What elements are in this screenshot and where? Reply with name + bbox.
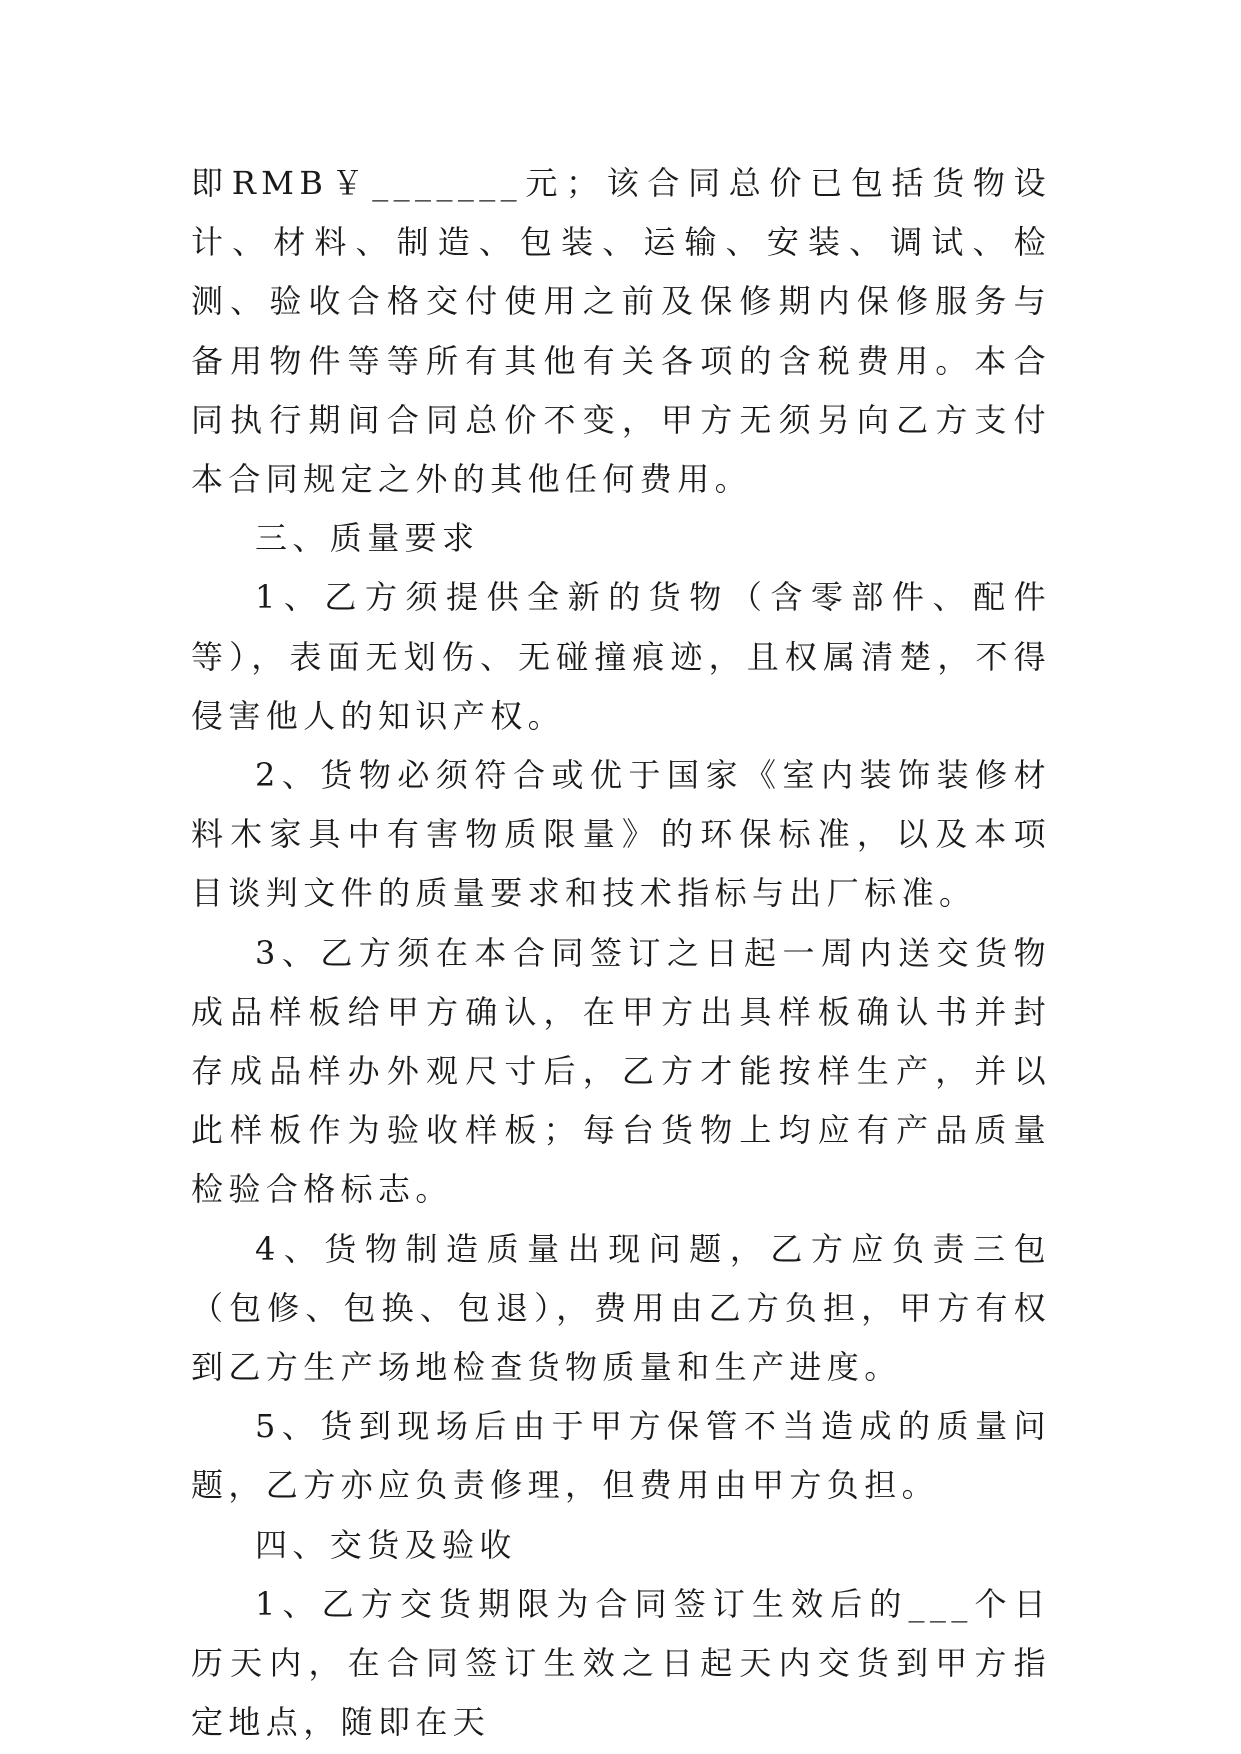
paragraph-quality-5: 5、货到现场后由于甲方保管不当造成的质量问题，乙方亦应负责修理，但费用由甲方负担。 xyxy=(191,1407,1051,1505)
paragraph-quality-3: 3、乙方须在本合同签订之日起一周内送交货物成品样板给甲方确认，在甲方出具样板确认书并封存成品样办外观尺寸后，乙方才能按样生产，并以此样板作为验收样板；每台货物上均应有产品质量检验合格标志。 xyxy=(191,933,1051,1209)
paragraph-quality-2: 2、货物必须符合或优于国家《室内装饰装修材料木家具中有害物质限量》的环保标准，以及本项目谈判文件的质量要求和技术指标与出厂标准。 xyxy=(191,756,1051,913)
paragraph-price-terms: 即RMB￥_______元；该合同总价已包括货物设计、材料、制造、包装、运输、安装、调试、检测、验收合格交付使用之前及保修期内保修服务与备用物件等等所有其他有关各项的含税费用。本合同执行期间合同总价不变，甲方无须另向乙方支付本合同规定之外的其他任何费用。 xyxy=(191,164,1051,499)
paragraph-quality-1: 1、乙方须提供全新的货物（含零部件、配件等），表面无划伤、无碰撞痕迹，且权属清楚，不得侵害他人的知识产权。 xyxy=(191,578,1051,735)
heading-delivery-acceptance: 四、交货及验收 xyxy=(255,1525,517,1564)
heading-quality-requirements: 三、质量要求 xyxy=(255,519,480,558)
paragraph-delivery-1: 1、乙方交货期限为合同签订生效后的___个日历天内，在合同签订生效之日起天内交货到甲方指定地点，随即在天 xyxy=(191,1584,1051,1742)
paragraph-quality-4: 4、货物制造质量出现问题，乙方应负责三包（包修、包换、包退），费用由乙方负担，甲方有权到乙方生产场地检查货物质量和生产进度。 xyxy=(191,1229,1051,1387)
document-page xyxy=(191,154,1051,1752)
